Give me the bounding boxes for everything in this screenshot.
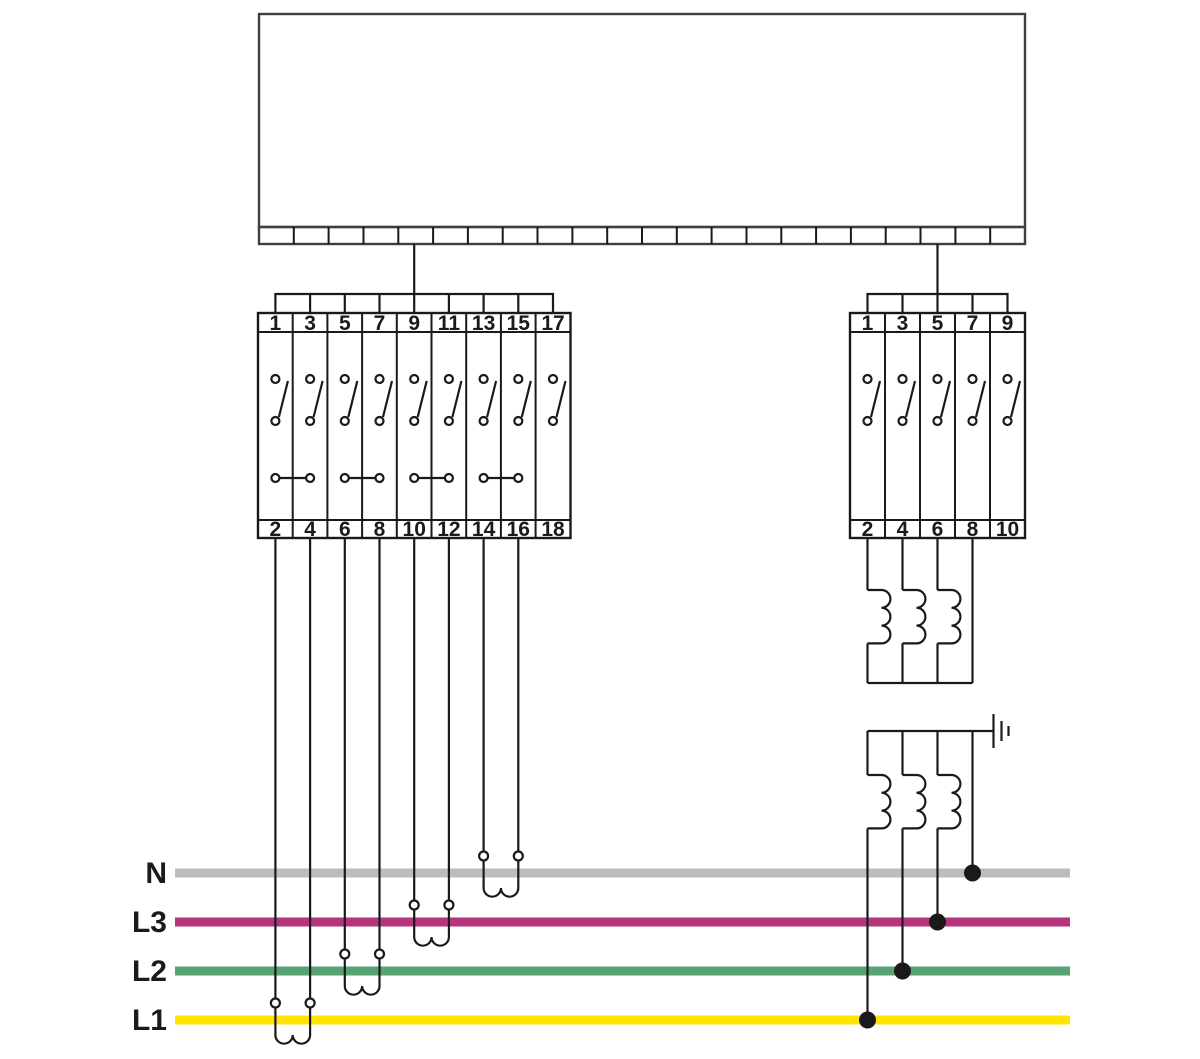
bus-label-l2: L2 [131,955,167,988]
terminal-number: 18 [541,518,565,541]
disconnect-switch-icon [341,375,358,425]
connection-dot-l2 [894,963,911,980]
terminal-number: 5 [338,312,351,335]
terminal-number: 6 [338,518,351,541]
bus-bars [132,857,1070,1037]
disconnect-switch-icon [899,375,916,425]
terminal-number: 4 [896,518,909,541]
terminal-number: 2 [861,518,874,541]
terminal-number: 5 [931,312,944,335]
disconnect-switch-icon [480,375,497,425]
inductor-coil-icon [938,590,961,643]
disconnect-switch-icon [271,375,288,425]
inductor-coil-icon [903,590,926,643]
controller-box [259,14,1025,294]
disconnect-switch-icon [376,375,393,425]
connection-dot-l3 [929,914,946,931]
terminal-number: 14 [471,518,496,541]
terminal-number: 13 [471,312,496,335]
terminal-number: 15 [506,312,530,335]
bus-label-l1: L1 [131,1004,167,1037]
connection-dot-l1 [859,1012,876,1029]
disconnect-switch-icon [410,375,427,425]
terminal-number: 11 [437,312,461,335]
inductor-coil-icon [868,775,891,828]
left-block-bottom-numbers [270,518,565,541]
terminal-number: 1 [861,312,874,335]
inductor-coil-icon [868,590,891,643]
terminal-number: 9 [408,312,421,335]
disconnect-switch-icon [1004,375,1021,425]
disconnect-switch-icon [549,375,566,425]
terminal-number: 2 [269,518,282,541]
terminal-number: 12 [437,518,461,541]
connection-dot-n [964,865,981,882]
terminal-number: 1 [269,312,282,335]
terminal-number: 8 [373,518,386,541]
inductor-coil-icon [903,775,926,828]
terminal-number: 4 [304,518,316,541]
terminal-number: 6 [931,518,944,541]
terminal-number: 16 [506,518,530,541]
terminal-number: 3 [304,312,316,335]
disconnect-switch-icon [445,375,462,425]
left-block-bracket [275,294,553,313]
right-block-bracket [868,294,1008,313]
terminal-number: 9 [1001,312,1014,335]
terminal-strip [259,227,1025,244]
right-terminal-block [850,294,1025,541]
terminal-number: 10 [995,518,1020,541]
terminal-number: 17 [541,312,565,335]
terminal-number: 10 [402,518,426,541]
terminal-number: 8 [966,518,979,541]
terminal-number: 7 [373,312,386,335]
terminal-number: 3 [896,312,909,335]
disconnect-switch-icon [969,375,986,425]
terminal-number: 7 [966,312,979,335]
disconnect-switch-icon [306,375,323,425]
disconnect-switch-icon [934,375,951,425]
left-terminal-block [258,294,571,541]
upper-coil-group [868,538,973,683]
left-block-top-numbers [270,312,565,335]
inductor-coil-icon [938,775,961,828]
earth-ground-icon [994,714,1009,748]
bus-label-n: N [145,857,167,890]
disconnect-switch-icon [864,375,881,425]
disconnect-switch-icon [514,375,531,425]
bus-label-l3: L3 [131,906,167,939]
